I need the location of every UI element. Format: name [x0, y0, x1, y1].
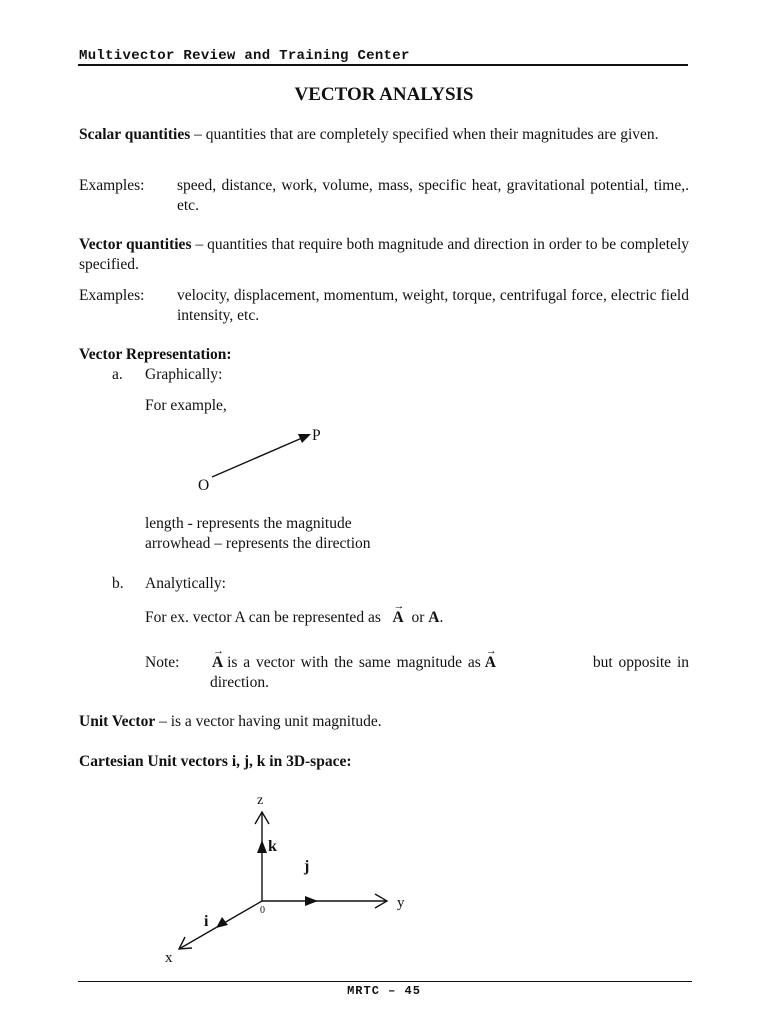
item-a-marker: a. — [112, 366, 123, 383]
vector-def: – quantities that require both magnitude and direction in order to be completely specified. — [79, 236, 690, 273]
running-header: Multivector Review and Training Center — [79, 48, 410, 64]
unit-vector-def: – is a vector having unit magnitude. — [155, 713, 382, 730]
axis-x-label: x — [165, 950, 173, 966]
unit-k-label: k — [268, 838, 277, 855]
page-title: VECTOR ANALYSIS — [294, 84, 474, 105]
representation-heading: Vector Representation: — [79, 346, 232, 363]
note-text-2: but opposite in — [592, 654, 689, 671]
or-text: or — [411, 609, 425, 626]
period: . — [439, 609, 444, 626]
note-line-2: direction. — [210, 674, 269, 691]
vector-a-arrow-symbol: → A — [392, 608, 403, 628]
axis-z-label: z — [257, 793, 264, 808]
vector-examples-label: Examples: — [79, 287, 145, 304]
note-vector-a-2: → A — [485, 653, 496, 673]
vector-term: Vector quantities — [79, 236, 192, 253]
for-example-text: For example, — [145, 397, 227, 414]
unit-vector-term: Unit Vector — [79, 713, 156, 730]
footer-rule — [78, 981, 692, 982]
origin-label: 0 — [260, 905, 265, 916]
scalar-examples-label: Examples: — [79, 177, 145, 194]
item-b-label: Analytically: — [145, 575, 226, 592]
scalar-examples: speed, distance, work, volume, mass, specific heat, gravitational potential, time,. etc. — [177, 177, 689, 214]
note-text-1: is a vector with the same magnitude as — [227, 654, 481, 671]
axis-y-label: y — [397, 895, 405, 911]
scalar-def: – quantities that are completely specified when their magnitudes are given. — [190, 126, 659, 143]
forex-text: For ex. vector A can be represented as — [145, 609, 381, 626]
unit-j-label: j — [304, 858, 310, 875]
vector-examples: velocity, displacement, momentum, weight, torque, centrifugal force, electric field intensity, etc. — [177, 287, 689, 324]
cartesian-heading: Cartesian Unit vectors i, j, k in 3D-space: — [79, 753, 352, 770]
scalar-term: Scalar quantities — [79, 126, 191, 143]
arrowhead-note: arrowhead – represents the direction — [145, 535, 371, 552]
point-o-label: O — [198, 477, 210, 494]
bold-a-symbol: A — [428, 609, 440, 626]
length-note: length - represents the magnitude — [145, 515, 352, 532]
item-a-label: Graphically: — [145, 366, 223, 383]
page-footer: MRTC – 45 — [347, 984, 421, 998]
note-vector-a-1: → A — [212, 653, 223, 673]
point-p-label: P — [312, 427, 321, 444]
item-b-marker: b. — [112, 575, 124, 592]
note-label: Note: — [145, 654, 180, 671]
unit-i-label: i — [204, 913, 209, 930]
